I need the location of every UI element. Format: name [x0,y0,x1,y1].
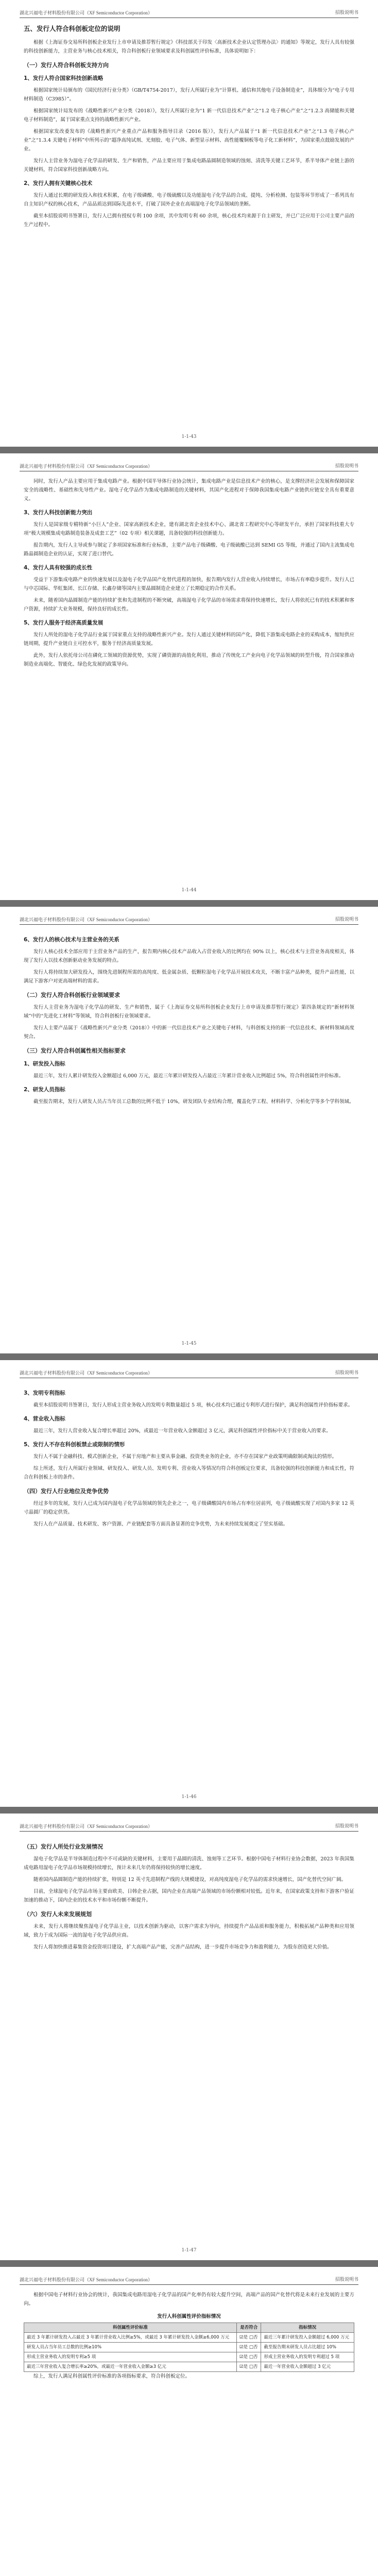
paragraph: 发行人将持续加大研发投入，围绕先进制程所需的高纯度、低金属杂质、低颗粒湿电子化学品开展技术攻关，不断丰富产品种类，提升产品性能，以满足下游客户对更高端材料的需求。 [24,970,354,984]
subsection-heading: （五）发行人所处行业发展情况 [24,1843,103,1850]
paragraph: 发行人主要产品属于《战略性新兴产业分类（2018）》中的新一代信息技术产业之关键电子材料，与科创板支持的新一代信息技术、新材料领域高度契合。 [24,1025,354,1040]
paragraph: 未来，发行人将继续聚焦湿电子化学品主业，以技术创新为驱动，以客户需求为导向，持续提升产品品质和服务能力，积极拓展产品种类和应用领域，致力于成为国际一流的湿电子化学品供应商。 [24,1924,354,1938]
table-row [24,2362,354,2372]
page-content [24,477,354,672]
header-doc-type: 招股说明书 [335,1824,358,1829]
item-heading: 2、研发人员指标 [24,1087,65,1093]
header-doc-type: 招股说明书 [335,464,358,469]
subsection-heading: （三）发行人符合科创属性相关指标要求 [24,1047,126,1054]
document-page [0,2267,378,2576]
paragraph: 此外，发行人依托母公司在磷化工领域的资源优势，实现了磷资源的高值化利用，推动了传统化工产业向电子化学品领域的转型升级，符合国家推动制造业高端化、智能化、绿色化发展的政策导向。 [24,653,354,667]
header-doc-type: 招股说明书 [335,2277,358,2282]
header-company: 湖北兴福电子材料股份有限公司（XF Semiconductor Corporation） [20,917,152,922]
paragraph: 最近三年，发行人累计研发投入金额超过 6,000 万元，最近三年累计研发投入占最近三年累计营业收入比例超过 5%，符合科创属性评价标准。 [33,1073,344,1079]
paragraph: 根据国家统计局颁布的《国民经济行业分类》（GB/T4754-2017），发行人所属行业为“计算机、通信和其他电子设备制造业”，具体细分为“电子专用材料制造（C3985）”。 [24,88,354,102]
table-cell: ☑是 □否 [237,2343,261,2352]
page-number: 1-1-44 [181,888,197,893]
page-content [24,24,354,232]
page-header [20,9,358,18]
paragraph: 发行人主营业务为湿电子化学品的研发、生产和销售，产品主要应用于集成电路晶圆制造领域的蚀刻、清洗等关键工艺环节，系半导体产业链上游的关键材料，符合国家科技创新战略方向。 [24,158,354,173]
criteria-table [24,2323,354,2372]
table-cell: 形成主营业务收入的发明专利超过 5 项 [261,2352,354,2362]
document-page [0,1814,378,2260]
paragraph: 发行人将加快推进募集资金投资项目建设，扩大高端产品产能，完善产品结构，进一步提升市场竞争力和盈利能力，为股东创造更大价值。 [33,1944,332,1950]
table-cell: 形成主营业务收入的发明专利≥5 项 [24,2352,237,2362]
table-header-row [24,2323,354,2333]
header-company: 湖北兴福电子材料股份有限公司（XF Semiconductor Corporation） [20,1370,152,1376]
subsection-heading: （一）发行人符合科创板支持方向 [24,62,109,69]
paragraph: 随着国内晶圆制造产能的持续扩张，特别是 12 英寸先进制程产线的大规模建设，对高纯度湿电子化学品的需求快速增长，国产化替代空间广阔。 [33,1877,347,1883]
paragraph: 截至本招股说明书签署日，发行人已拥有授权专利 100 余项，其中发明专利 60 余项，核心技术均来源于自主研发，并已广泛应用于公司主要产品的生产过程中。 [24,213,354,228]
item-heading: 5、发行人不存在科创板禁止或限制的情形 [24,1442,125,1448]
table-cell: ☑是 □否 [237,2333,261,2343]
paragraph: 截至本招股说明书签署日，发行人形成主营业务收入的发明专利数量超过 5 项，核心技术均已通过专利形式进行保护，满足科创属性评价指标要求。 [33,1402,353,1408]
paragraph: 湿电子化学品是半导体制造过程中不可或缺的关键材料，主要用于晶圆的清洗、蚀刻等工艺环节。根据中国电子材料行业协会数据，2023 年我国集成电路用湿电子化学品市场规模持续增长，预计未来几年仍将保持较快的增长速度。 [24,1856,354,1871]
paragraph: 发行人所处的湿电子化学品行业属于国家重点支持的战略性新兴产业。发行人通过关键材料的国产化，降低下游集成电路企业的采购成本，缩短供应链周期，提升产业链自主可控水平，服务于经济高质量发展。 [24,632,354,647]
page-number: 1-1-43 [181,434,197,439]
page-header [20,2276,358,2285]
header-doc-type: 招股说明书 [335,1370,358,1376]
paragraph: 根据国家发改委发布的《战略性新兴产业重点产品和服务指导目录（2016 版）》，发行人产品属于“1 新一代信息技术产业”之“1.3 电子核心产业”之“1.3.4 关键电子材料”中所列示的“超净高纯试剂、光刻胶、电子气体、新型显示材料、高性能覆铜板等电子化工新材料”，为国家重点鼓励发展的产业。 [24,129,354,152]
item-heading: 1、研发投入指标 [24,1061,65,1067]
paragraph: 最近三年，发行人营业收入复合增长率超过 20%，或最近一年营业收入金额超过 3 亿元，满足科创属性评价指标中关于营业收入的要求。 [33,1428,331,1434]
paragraph: 未来，随着国内晶圆制造产能的持续扩张和先进制程的不断突破，高端湿电子化学品的市场需求将保持快速增长，发行人将依托已有的技术积累和客户资源，持续扩大业务规模，保持良好的成长性。 [24,598,354,612]
paragraph: 报告期内，发行人主导或参与制定了多项国家标准和行业标准，主要产品电子级磷酸、电子级硫酸已达到 SEMI G5 等级，并通过了国内主流集成电路晶圆制造企业的认证，实现了进口替代。 [24,543,354,557]
paragraph: 根据《上海证券交易所科创板企业发行上市申请及推荐暂行规定》《科技部关于印发〈高新技术企业认定管理办法〉的通知》等规定，发行人具有较强的科技创新能力，主营业务与核心技术相关，符合科创板行业领域要求及科创属性评价标准，具体说明如下： [24,40,354,54]
paragraph: 同时，发行人产品主要应用于集成电路产业。根据中国半导体行业协会统计，集成电路产业是信息技术产业的核心，是支撑经济社会发展和保障国家安全的战略性、基础性和先导性产业。湿电子化学品作为集成电路制造的关键材料，其国产化进程对于保障我国集成电路产业链供应链安全具有重要意义。 [24,479,354,502]
paragraph: 综上，发行人满足科创属性评价标准的各项指标要求，符合科创板定位。 [33,2374,191,2379]
table-header-cell: 是否符合 [237,2323,261,2333]
paragraph: 发行人核心技术全部应用于主营业务产品的生产，报告期内核心技术产品收入占营业收入的比例均在 90% 以上，核心技术与主营业务高度相关，体现了发行人以技术创新驱动业务发展的特点。 [24,949,354,963]
table-header-cell: 指标情况 [261,2323,354,2333]
table-row [24,2333,354,2343]
table-header-cell: 科创属性评价标准 [24,2323,237,2333]
item-heading: 6、发行人的核心技术与主营业务的关系 [24,937,119,943]
table-row [24,2352,354,2362]
header-company: 湖北兴福电子材料股份有限公司（XF Semiconductor Corporation） [20,1824,152,1829]
subsection-heading: （四）发行人行业地位及竞争优势 [24,1488,109,1495]
page-number: 1-1-46 [181,1794,197,1800]
subsection-heading: （二）发行人符合科创板行业领域要求 [24,992,120,998]
paragraph: 发行人主营业务为湿电子化学品的研发、生产和销售，属于《上海证券交易所科创板企业发行上市申请及推荐暂行规定》第四条规定的“新材料领域”中的“先进化工材料”等领域，符合科创板行业领域要求。 [24,1005,354,1019]
header-doc-type: 招股说明书 [335,10,358,15]
page-number: 1-1-47 [181,2248,197,2253]
paragraph: 发行人是国家级专精特新“小巨人”企业、国家高新技术企业，建有湖北省企业技术中心、湖北省工程研究中心等研发平台，承担了国家科技重大专项“极大规模集成电路制造装备及成套工艺”（02 专项）相关课题，具备较强的科技创新能力。 [24,522,354,536]
item-heading: 1、发行人符合国家科技创新战略 [24,75,104,81]
page-content [24,2291,354,2384]
item-heading: 5、发行人服务于经济高质量发展 [24,620,104,626]
item-heading: 4、营业收入指标 [24,1416,65,1422]
paragraph: 发行人在产品质量、技术研发、客户资源、产业链配套等方面具备显著的竞争优势，为未来持续发展奠定了坚实基础。 [33,1521,288,1527]
paragraph: 目前，全球湿电子化学品市场主要由欧美、日韩企业占据，国内企业在高端产品领域的市场份额相对较低。近年来，在国家政策支持和下游客户验证加速的推动下，国内企业的技术水平和市场份额不断提升。 [24,1889,354,1903]
table-cell: 最近三年累计研发投入金额超过 6,000 万元 [261,2333,354,2343]
page-content [24,1837,354,1955]
header-company: 湖北兴福电子材料股份有限公司（XF Semiconductor Corporation） [20,464,152,469]
paragraph: 截至报告期末，发行人研发人员占当年员工总数的比例不低于 10%，研发团队专业结构合理，覆盖化学工程、材料科学、分析化学等多个学科领域。 [33,1099,354,1105]
paragraph: 根据中国电子材料行业协会的统计，我国集成电路用湿电子化学品的国产化率仍有较大提升空间，高端产品的国产化替代将是未来行业发展的主要方向。 [24,2292,354,2307]
table-caption: 发行人科创属性评价指标情况 [157,2314,221,2319]
table-cell: 最近一年营业收入金额超过 3 亿元 [261,2362,354,2372]
table-cell: ☑是 □否 [237,2362,261,2372]
paragraph: 发行人通过长期的研发投入和技术积累，在电子级磷酸、电子级硫酸以及功能湿电子化学品的合成、提纯、分析检测、包装等环节形成了一系列具有自主知识产权的核心技术，产品品质达到国际先进水平，打破了国外企业在高端湿电子化学品领域的垄断。 [24,193,354,207]
paragraph: 根据国家统计局发布的《战略性新兴产业分类（2018）》，发行人所属行业为“1 新一代信息技术产业”之“1.2 电子核心产业”之“1.2.3 高储能和关键电子材料制造”，属于国家重点支持的战略性新兴产业。 [24,108,354,123]
page-header [20,1823,358,1832]
document-page [0,1360,378,1807]
item-heading: 3、发明专利指标 [24,1390,65,1396]
header-doc-type: 招股说明书 [335,917,358,922]
table-cell: 最近三年营业收入复合增长率≥20%，或最近一年营业收入金额≥3 亿元 [24,2362,237,2372]
paragraph: 发行人不属于金融科技、模式创新企业，不属于房地产和主要从事金融、投资类业务的企业，亦不存在国家产业政策明确限制或淘汰的情形。 [33,1454,337,1460]
paragraph: 经过多年的发展，发行人已成为国内湿电子化学品领域的领先企业之一，电子级磷酸国内市场占有率位居前列，电子级硫酸实现了对国内多家 12 英寸晶圆厂的稳定供货。 [24,1501,354,1515]
page-content [24,930,354,1109]
page-header [20,463,358,471]
table-cell: ☑是 □否 [237,2352,261,2362]
page-content [24,1384,354,1532]
subsection-heading: （六）发行人未来发展规划 [24,1911,92,1918]
header-company: 湖北兴福电子材料股份有限公司（XF Semiconductor Corporation） [20,2277,152,2282]
document-page [0,453,378,900]
table-cell: 最近 3 年累计研发投入占最近 3 年累计营业收入比例≥5%，或最近 3 年累计研发投入金额≥6,000 万元 [24,2333,237,2343]
item-heading: 2、发行人拥有关键核心技术 [24,180,93,187]
table-cell: 截至报告期末研发人员占比超过 10% [261,2343,354,2352]
table-row [24,2343,354,2352]
table-cell: 研发人员占当年员工总数的比例≥10% [24,2343,237,2352]
page-header [20,1369,358,1378]
item-heading: 3、发行人科技创新能力突出 [24,510,93,516]
paragraph: 综上所述，发行人所属行业领域、研发投入、研发人员、发明专利、营业收入等情况均符合科创板定位要求，具备较强的科技创新能力和成长性，符合在科创板上市的条件。 [24,1466,354,1480]
page-number: 1-1-45 [181,1341,197,1346]
paragraph: 受益于下游集成电路产业的快速发展以及湿电子化学品国产化替代进程的加快，报告期内发行人营业收入持续增长，市场占有率稳步提升。发行人已与中芯国际、华虹集团、长江存储、长鑫存储等国内主要晶圆制造企业建立了长期稳定的合作关系。 [24,577,354,591]
document-page [0,0,378,447]
section-heading: 五、发行人符合科创板定位的说明 [24,25,121,32]
document-page [0,907,378,1353]
item-heading: 4、发行人具有较强的成长性 [24,565,93,571]
header-company: 湖北兴福电子材料股份有限公司（XF Semiconductor Corporation） [20,10,152,15]
page-header [20,916,358,925]
